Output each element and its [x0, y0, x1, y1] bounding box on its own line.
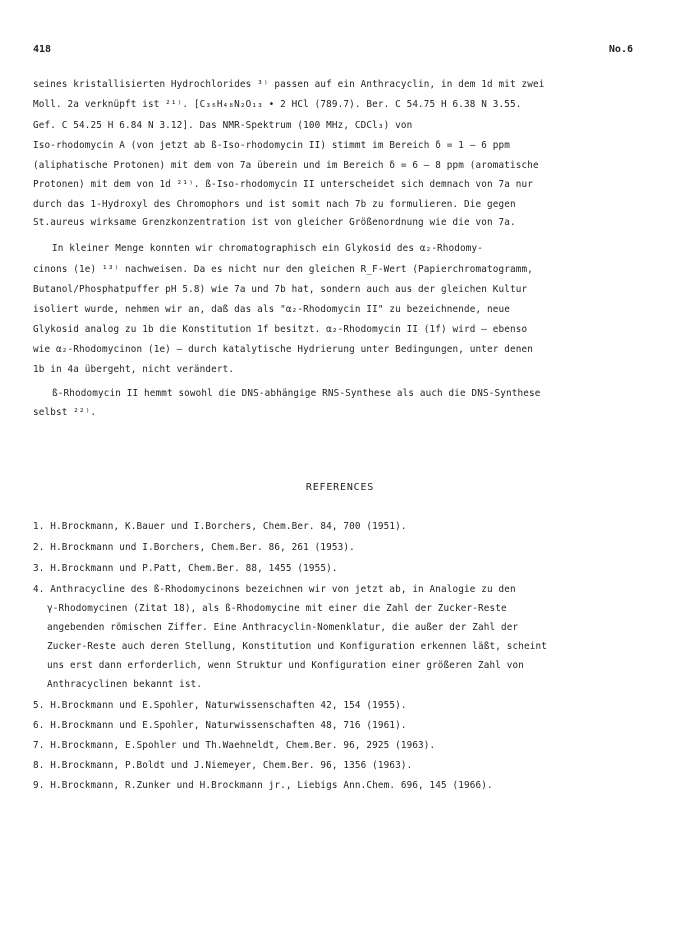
text-line: Iso-rhodomycin A (von jetzt ab ß-Iso-rhodomycin II) stimmt im Bereich δ = 1 – 6 ppm — [33, 140, 511, 151]
reference-item: 5. H.Brockmann und E.Spohler, Naturwissenschaften 42, 154 (1955). — [33, 700, 407, 711]
text-line: Moll. 2a verknüpft ist ²¹⁾. [C₃₆H₄₈N₂O₁₃ • 2 HCl (789.7). Ber. C 54.75 H 6.38 N 3.55. — [33, 99, 522, 110]
text-line: seines kristallisierten Hydrochlorides ³⁾ passen auf ein Anthracyclin, in dem 1d mit zwei — [33, 79, 545, 90]
reference-item: 2. H.Brockmann und I.Borchers, Chem.Ber. 86, 261 (1953). — [33, 542, 355, 553]
reference-item: 3. H.Brockmann und P.Patt, Chem.Ber. 88, 1455 (1955). — [33, 563, 338, 574]
text-line: St.aureus wirksame Grenzkonzentration ist von gleicher Größenordnung wie die von 7a. — [33, 217, 516, 228]
reference-continuation: Zucker-Reste auch deren Stellung, Konstitution und Konfiguration erkennen läßt, scheint — [47, 641, 548, 652]
reference-continuation: uns erst dann erforderlich, wenn Struktur und Konfiguration einer größeren Zahl von — [47, 660, 525, 671]
text-line: Glykosid analog zu 1b die Konstitution 1f besitzt. α₂-Rhodomycin II (1f) wird – ebenso — [33, 324, 528, 335]
reference-item: 8. H.Brockmann, P.Boldt und J.Niemeyer, Chem.Ber. 96, 1356 (1963). — [33, 760, 413, 771]
reference-continuation: angebenden römischen Ziffer. Eine Anthracyclin-Nomenklatur, die außer der Zahl der — [47, 622, 519, 633]
reference-item: 7. H.Brockmann, E.Spohler und Th.Waehneldt, Chem.Ber. 96, 2925 (1963). — [33, 740, 436, 751]
text-line: isoliert wurde, nehmen wir an, daß das als "α₂-Rhodomycin II" zu bezeichnende, neue — [33, 304, 511, 315]
text-line: In kleiner Menge konnten wir chromatographisch ein Glykosid des α₂-Rhodomy- — [52, 243, 484, 254]
references-heading: REFERENCES — [305, 482, 375, 493]
page-number: 418 — [33, 44, 52, 55]
text-line: cinons (1e) ¹³⁾ nachweisen. Da es nicht nur den gleichen R_F-Wert (Papierchromatogramm, — [33, 264, 534, 275]
text-line: selbst ²²⁾. — [33, 407, 97, 418]
text-line: Butanol/Phosphatpuffer pH 5.8) wie 7a und 7b hat, sondern auch aus der gleichen Kultur — [33, 284, 528, 295]
text-line: Gef. C 54.25 H 6.84 N 3.12]. Das NMR-Spektrum (100 MHz, CDCl₃) von — [33, 120, 413, 131]
text-line: ß-Rhodomycin II hemmt sowohl die DNS-abhängige RNS-Synthese als auch die DNS-Synthese — [52, 388, 541, 399]
reference-item: 9. H.Brockmann, R.Zunker und H.Brockmann jr., Liebigs Ann.Chem. 696, 145 (1966). — [33, 780, 493, 791]
journal-issue: No.6 — [608, 44, 633, 55]
text-line: Protonen) mit dem von 1d ²¹⁾. ß-Iso-rhodomycin II unterscheidet sich demnach von 7a nur — [33, 179, 534, 190]
reference-item: 1. H.Brockmann, K.Bauer und I.Borchers, Chem.Ber. 84, 700 (1951). — [33, 521, 407, 532]
reference-continuation: Anthracyclinen bekannt ist. — [47, 679, 203, 690]
text-line: durch das 1-Hydroxyl des Chromophors und ist somit nach 7b zu formulieren. Die gegen — [33, 199, 516, 210]
text-line: wie α₂-Rhodomycinon (1e) – durch katalytische Hydrierung unter Bedingungen, unter denen — [33, 344, 534, 355]
reference-item: 6. H.Brockmann und E.Spohler, Naturwissenschaften 48, 716 (1961). — [33, 720, 407, 731]
text-line: (aliphatische Protonen) mit dem von 7a überein und im Bereich δ = 6 – 8 ppm (aromatische — [33, 160, 539, 171]
reference-continuation: γ-Rhodomycinen (Zitat 18), als ß-Rhodomycine mit einer die Zahl der Zucker-Reste — [47, 603, 507, 614]
text-line: 1b in 4a übergeht, nicht verändert. — [33, 364, 235, 375]
reference-item: 4. Anthracycline des ß-Rhodomycinons bezeichnen wir von jetzt ab, in Analogie zu den — [33, 584, 516, 595]
